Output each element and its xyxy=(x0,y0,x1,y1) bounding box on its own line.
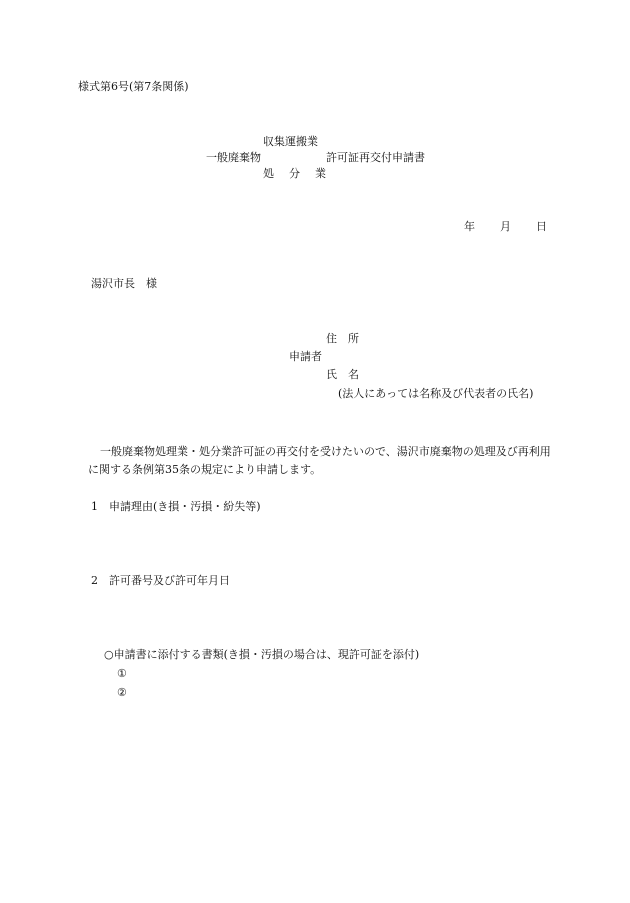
name-label: 氏 名 xyxy=(326,368,359,381)
title-line-reissue-application: 許可証再交付申請書 xyxy=(326,151,425,164)
body-text: 一般廃棄物処理業・処分業許可証の再交付を受けたいので、湯沢市廃棄物の処理及び再利用に関する条例第35条の規定により申請します。 xyxy=(88,445,551,476)
attachment-entry-2: ② xyxy=(117,686,127,699)
date-year-label: 年 xyxy=(464,220,475,233)
item-label: 申請理由(き損・汚損・紛失等) xyxy=(109,500,261,513)
title-line-disposal: 処 分 業 xyxy=(263,167,328,180)
item-label: 許可番号及び許可年月日 xyxy=(109,574,230,587)
attachment-entry-1: ① xyxy=(117,667,127,680)
item-number: 1 xyxy=(91,500,98,513)
form-number: 様式第6号(第7条関係) xyxy=(78,80,189,93)
item-permit-number xyxy=(91,574,230,588)
title-line-collection: 収集運搬業 xyxy=(263,135,318,148)
addressee: 湯沢市長 様 xyxy=(91,277,157,290)
item-number: 2 xyxy=(91,574,98,587)
title-line-general-waste: 一般廃棄物 xyxy=(206,151,261,164)
date-day-label: 日 xyxy=(536,220,547,233)
item-reason xyxy=(91,500,261,514)
date-month-label: 月 xyxy=(500,220,511,233)
address-label: 住 所 xyxy=(326,332,359,345)
name-note: (法人にあっては名称及び代表者の氏名) xyxy=(338,387,534,400)
attachments-title: ○申請書に添付する書類(き損・汚損の場合は、現許可証を添付) xyxy=(104,648,420,661)
applicant-label: 申請者 xyxy=(289,350,322,363)
